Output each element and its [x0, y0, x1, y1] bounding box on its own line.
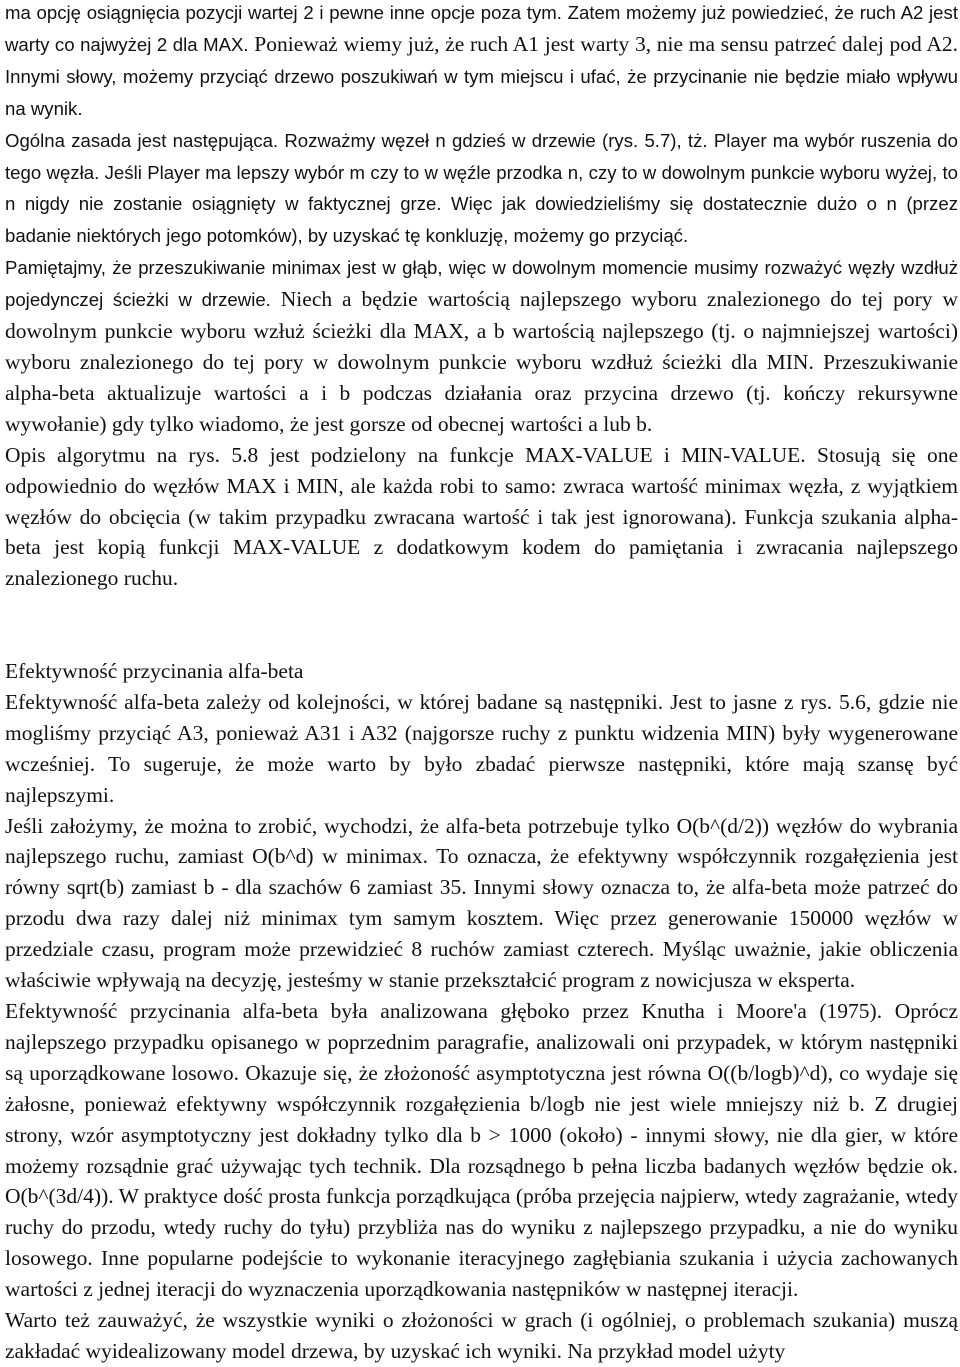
p7-text-1: Efektywność przycinania alfa-beta była analizowana głęboko przez Knutha i Moore'a (1975). Oprócz najlepszego przypadku opisanego w poprzednim paragrafie, analizowali oni przypadek, w którym następniki są uporządkowane losowo. Okazuje się, że złożoność asymptotyczna jest równa O((b/logb)^d), co wydaje się żałosne, ponieważ efektywny współczynnik rozgałęzienia b/logb nie jest wiele mniejszy niż b. Z drugiej strony, wzór asymptotyczny jest dokładny tylko dla b > 1000 (około) - innymi słowy, nie dla gier, w które możemy rozsądnie grać używając tych technik. Dla rozsądnego b pełna liczba badanych węzłów będzie ok. O(b^(3d/4)). W praktyce dość prosta funkcja porządkująca (próba przejęcia najpierw, wtedy zagrażanie, wtedy ruchy do przodu, wtedy ruchy do tyłu) przybliża nas do wyniku z najlepszego przypadku, a nie do wyniku losowego. Inne popularne podejście to wykonanie iteracyjnego zagłębiania szukania i użycia zachowanych wartości z jednej iteracji do wyznaczenia uporządkowania następników w następnej iteracji.	[5, 998, 958, 1302]
paragraph-8	[5, 1305, 958, 1367]
p4-text-1: Opis algorytmu na rys. 5.8 jest podzielony na funkcje MAX-VALUE i MIN-VALUE. Stosują się one odpowiednio do węzłów MAX i MIN, ale każda robi to samo: zwraca wartość minimax węzła, z wyjątkiem węzłów do obcięcia (w takim przypadku zwracana wartość i tak jest ignorowana). Funkcja szukania alpha-beta jest kopią funkcji MAX-VALUE z dodatkowym kodem do pamiętania i zwracania najlepszego znalezionego ruchu.	[5, 442, 958, 591]
p1-text-3: Innymi słowy, możemy przyciąć drzewo poszukiwań w tym miejscu i ufać, że przycinanie nie będzie miało wpływu na wynik.	[5, 65, 958, 119]
paragraph-1	[5, 0, 958, 125]
document-page	[5, 0, 958, 1367]
paragraph-7	[5, 996, 958, 1305]
p3-text-1: Pamiętajmy, że przeszukiwanie minimax jest w głąb, więc w dowolnym momencie musimy rozważyć węzły wzdłuż pojedynczej ścieżki w drzewie.	[5, 257, 958, 311]
p3-text-2: Niech a będzie wartością najlepszego wyboru znalezionego do tej pory w dowolnym punkcie wyboru wzłuż ścieżki dla MAX, a b wartością najlepszego (tj. o najmniejszej wartości) wyboru znalezionego do tej pory w dowolnym punkcie wyboru wzdłuż ścieżki dla MIN. Przeszukiwanie alpha-beta aktualizuje wartości a i b podczas działania oraz przycina drzewo (tj. kończy rekursywne wywołanie) gdy tylko wiadomo, że jest gorsze od obecnej wartości a lub b.	[5, 287, 958, 436]
section-heading	[5, 656, 958, 687]
paragraph-4	[5, 440, 958, 595]
paragraph-5	[5, 687, 958, 811]
paragraph-2	[5, 125, 958, 253]
p2-text-1: Ogólna zasada jest następująca. Rozważmy węzeł n gdzieś w drzewie (rys. 5.7), tż. Player ma wybór ruszenia do tego węzła. Jeśli Player ma lepszy wybór m czy to w węźle przodka n, czy to w dowolnym punkcie wyboru wyżej, to n nigdy nie zostanie osiągnięty w faktycznej grze. Więc jak dowiedzieliśmy się dostatecznie dużo o n (przez badanie niektórych jego potomków), by uzyskać tę konkluzję, możemy go przyciąć.	[5, 129, 958, 247]
paragraph-3	[5, 252, 958, 439]
p8-text-1: Warto też zauważyć, że wszystkie wyniki o złożoności w grach (i ogólniej, o problemach szukania) muszą zakładać wyidealizowany model drzewa, by uzyskać ich wyniki. Na przykład model użyty	[5, 1308, 958, 1363]
section-heading-text: Efektywność przycinania alfa-beta	[5, 659, 304, 684]
paragraph-6	[5, 811, 958, 996]
section-gap	[5, 594, 958, 656]
p5-text-1: Efektywność alfa-beta zależy od kolejności, w której badane są następniki. Jest to jasne z rys. 5.6, gdzie nie mogliśmy przyciąć A3, ponieważ A31 i A32 (najgorsze ruchy z punktu widzenia MIN) były wygenerowane wcześniej. To sugeruje, że może warto by było zbadać pierwsze następniki, które mają szansę być najlepszymi.	[5, 689, 958, 807]
p1-text-1: ma opcję osiągnięcia pozycji wartej 2 i pewne inne opcje poza tym. Zatem możemy już powiedzieć, że ruch A2 jest warty co najwyżej 2 dla MAX.	[5, 2, 958, 55]
p6-text-1: Jeśli założymy, że można to zrobić, wychodzi, że alfa-beta potrzebuje tylko O(b^(d/2)) węzłów do wybrania najlepszego ruchu, zamiast O(b^d) w minimax. To oznacza, że efektywny współczynnik rozgałęzienia jest równy sqrt(b) zamiast b - dla szachów 6 zamiast 35. Innymi słowy oznacza to, że alfa-beta może patrzeć do przodu dwa razy dalej niż minimax tym samym kosztem. Więc przez generowanie 150000 węzłów w przedziale czasu, program może przewidzieć 8 ruchów zamiast czterech. Myśląc uważnie, jakie obliczenia właściwie wpływają na decyzję, jesteśmy w stanie przekształcić program z nowicjusza w eksperta.	[5, 813, 958, 993]
p1-text-2: Ponieważ wiemy już, że ruch A1 jest warty 3, nie ma sensu patrzeć dalej pod A2.	[248, 31, 958, 56]
